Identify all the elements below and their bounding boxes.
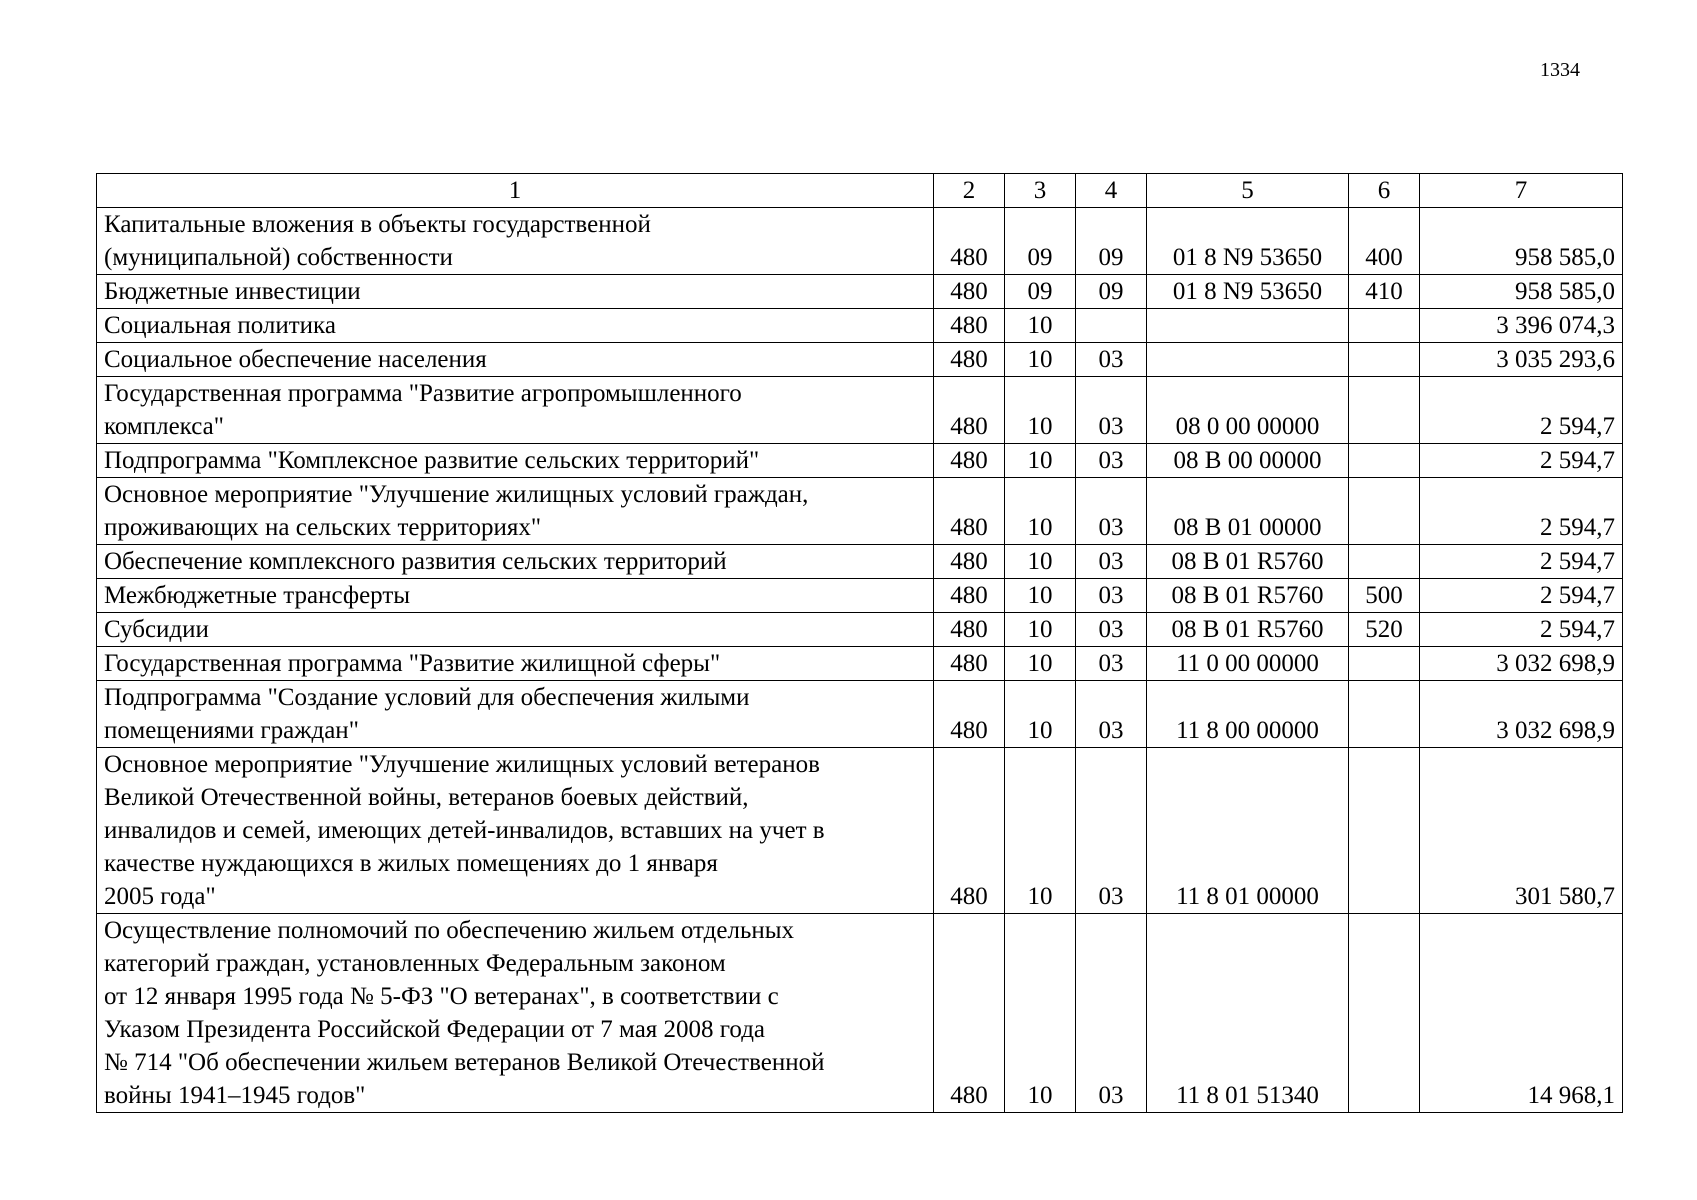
row-name: Осуществление полномочий по обеспечению жильем отдельных категорий граждан, установленных Федеральным законом от 12 января 1995 года № 5-ФЗ "О ветеранах", в соответствии с Указом Президента Российской Федерации от 7 мая 2008 года № 714 "Об обеспечении жильем ветеранов Великой Отечественной войны 1941–1945 годов" bbox=[97, 914, 934, 1113]
row-subsection: 03 bbox=[1076, 681, 1147, 748]
row-section: 10 bbox=[1005, 647, 1076, 681]
row-expense-type: 400 bbox=[1349, 208, 1420, 275]
row-target-article: 01 8 N9 53650 bbox=[1147, 208, 1349, 275]
row-amount: 2 594,7 bbox=[1420, 478, 1623, 545]
row-amount: 2 594,7 bbox=[1420, 613, 1623, 647]
row-ministry-code: 480 bbox=[934, 748, 1005, 914]
row-section: 10 bbox=[1005, 681, 1076, 748]
row-amount: 3 396 074,3 bbox=[1420, 309, 1623, 343]
row-ministry-code: 480 bbox=[934, 478, 1005, 545]
row-expense-type bbox=[1349, 478, 1420, 545]
row-ministry-code: 480 bbox=[934, 377, 1005, 444]
row-target-article bbox=[1147, 309, 1349, 343]
row-name: Капитальные вложения в объекты государственной (муниципальной) собственности bbox=[97, 208, 934, 275]
row-subsection: 03 bbox=[1076, 545, 1147, 579]
row-subsection: 03 bbox=[1076, 444, 1147, 478]
row-subsection: 03 bbox=[1076, 748, 1147, 914]
row-target-article: 11 8 00 00000 bbox=[1147, 681, 1349, 748]
row-section: 10 bbox=[1005, 748, 1076, 914]
row-name: Социальное обеспечение населения bbox=[97, 343, 934, 377]
budget-table bbox=[96, 173, 1623, 1113]
table-row bbox=[97, 914, 1623, 1113]
row-amount: 3 032 698,9 bbox=[1420, 681, 1623, 748]
row-ministry-code: 480 bbox=[934, 343, 1005, 377]
row-section: 10 bbox=[1005, 545, 1076, 579]
row-target-article bbox=[1147, 343, 1349, 377]
row-ministry-code: 480 bbox=[934, 309, 1005, 343]
row-subsection: 03 bbox=[1076, 613, 1147, 647]
row-name: Основное мероприятие "Улучшение жилищных условий ветеранов Великой Отечественной войны, ветеранов боевых действий, инвалидов и семей, имеющих детей-инвалидов, вставших на учет в качестве нуждающихся в жилых помещениях до 1 января 2005 года" bbox=[97, 748, 934, 914]
row-ministry-code: 480 bbox=[934, 681, 1005, 748]
row-expense-type: 520 bbox=[1349, 613, 1420, 647]
row-target-article: 08 В 01 R5760 bbox=[1147, 545, 1349, 579]
row-expense-type bbox=[1349, 914, 1420, 1113]
row-amount: 2 594,7 bbox=[1420, 545, 1623, 579]
table-row bbox=[97, 647, 1623, 681]
row-name: Субсидии bbox=[97, 613, 934, 647]
row-ministry-code: 480 bbox=[934, 579, 1005, 613]
table-row bbox=[97, 613, 1623, 647]
row-section: 09 bbox=[1005, 275, 1076, 309]
header-col-3: 3 bbox=[1005, 174, 1076, 208]
header-col-1: 1 bbox=[97, 174, 934, 208]
row-expense-type bbox=[1349, 545, 1420, 579]
row-ministry-code: 480 bbox=[934, 647, 1005, 681]
table-row bbox=[97, 444, 1623, 478]
row-subsection bbox=[1076, 309, 1147, 343]
row-name: Межбюджетные трансферты bbox=[97, 579, 934, 613]
row-name: Подпрограмма "Создание условий для обеспечения жилыми помещениями граждан" bbox=[97, 681, 934, 748]
header-col-2: 2 bbox=[934, 174, 1005, 208]
header-col-6: 6 bbox=[1349, 174, 1420, 208]
row-ministry-code: 480 bbox=[934, 914, 1005, 1113]
table-row bbox=[97, 579, 1623, 613]
row-name: Основное мероприятие "Улучшение жилищных условий граждан, проживающих на сельских территориях" bbox=[97, 478, 934, 545]
row-amount: 958 585,0 bbox=[1420, 208, 1623, 275]
row-subsection: 03 bbox=[1076, 647, 1147, 681]
row-expense-type bbox=[1349, 748, 1420, 914]
row-target-article: 08 0 00 00000 bbox=[1147, 377, 1349, 444]
row-name: Социальная политика bbox=[97, 309, 934, 343]
row-subsection: 03 bbox=[1076, 478, 1147, 545]
header-row bbox=[97, 174, 1623, 208]
row-expense-type bbox=[1349, 309, 1420, 343]
row-ministry-code: 480 bbox=[934, 545, 1005, 579]
row-amount: 14 968,1 bbox=[1420, 914, 1623, 1113]
row-section: 10 bbox=[1005, 343, 1076, 377]
row-subsection: 03 bbox=[1076, 579, 1147, 613]
table-row bbox=[97, 309, 1623, 343]
row-expense-type bbox=[1349, 681, 1420, 748]
row-amount: 2 594,7 bbox=[1420, 377, 1623, 444]
row-name: Обеспечение комплексного развития сельских территорий bbox=[97, 545, 934, 579]
row-name: Подпрограмма "Комплексное развитие сельских территорий" bbox=[97, 444, 934, 478]
header-col-4: 4 bbox=[1076, 174, 1147, 208]
row-expense-type bbox=[1349, 444, 1420, 478]
row-target-article: 11 0 00 00000 bbox=[1147, 647, 1349, 681]
row-amount: 3 035 293,6 bbox=[1420, 343, 1623, 377]
table-row bbox=[97, 208, 1623, 275]
row-subsection: 09 bbox=[1076, 275, 1147, 309]
row-expense-type: 410 bbox=[1349, 275, 1420, 309]
table-row bbox=[97, 343, 1623, 377]
row-expense-type: 500 bbox=[1349, 579, 1420, 613]
row-expense-type bbox=[1349, 343, 1420, 377]
row-section: 10 bbox=[1005, 377, 1076, 444]
row-amount: 2 594,7 bbox=[1420, 444, 1623, 478]
table-row bbox=[97, 545, 1623, 579]
row-name: Государственная программа "Развитие жилищной сферы" bbox=[97, 647, 934, 681]
row-section: 10 bbox=[1005, 478, 1076, 545]
row-subsection: 03 bbox=[1076, 914, 1147, 1113]
row-amount: 3 032 698,9 bbox=[1420, 647, 1623, 681]
table-row bbox=[97, 377, 1623, 444]
row-target-article: 08 В 00 00000 bbox=[1147, 444, 1349, 478]
table-row bbox=[97, 681, 1623, 748]
row-section: 09 bbox=[1005, 208, 1076, 275]
header-col-7: 7 bbox=[1420, 174, 1623, 208]
row-subsection: 03 bbox=[1076, 343, 1147, 377]
table-row bbox=[97, 275, 1623, 309]
row-name: Государственная программа "Развитие агропромышленного комплекса" bbox=[97, 377, 934, 444]
row-section: 10 bbox=[1005, 444, 1076, 478]
row-subsection: 09 bbox=[1076, 208, 1147, 275]
row-target-article: 08 В 01 R5760 bbox=[1147, 579, 1349, 613]
row-expense-type bbox=[1349, 377, 1420, 444]
row-section: 10 bbox=[1005, 309, 1076, 343]
row-name: Бюджетные инвестиции bbox=[97, 275, 934, 309]
row-subsection: 03 bbox=[1076, 377, 1147, 444]
row-target-article: 11 8 01 51340 bbox=[1147, 914, 1349, 1113]
page-number: 1334 bbox=[1540, 59, 1580, 81]
table-body bbox=[97, 208, 1623, 1113]
row-ministry-code: 480 bbox=[934, 275, 1005, 309]
table-row bbox=[97, 748, 1623, 914]
row-target-article: 11 8 01 00000 bbox=[1147, 748, 1349, 914]
row-ministry-code: 480 bbox=[934, 613, 1005, 647]
table-header bbox=[97, 174, 1623, 208]
row-section: 10 bbox=[1005, 914, 1076, 1113]
row-section: 10 bbox=[1005, 579, 1076, 613]
row-target-article: 08 В 01 00000 bbox=[1147, 478, 1349, 545]
row-ministry-code: 480 bbox=[934, 444, 1005, 478]
row-amount: 2 594,7 bbox=[1420, 579, 1623, 613]
row-ministry-code: 480 bbox=[934, 208, 1005, 275]
row-section: 10 bbox=[1005, 613, 1076, 647]
row-expense-type bbox=[1349, 647, 1420, 681]
row-target-article: 01 8 N9 53650 bbox=[1147, 275, 1349, 309]
row-amount: 958 585,0 bbox=[1420, 275, 1623, 309]
row-amount: 301 580,7 bbox=[1420, 748, 1623, 914]
header-col-5: 5 bbox=[1147, 174, 1349, 208]
table-row bbox=[97, 478, 1623, 545]
row-target-article: 08 В 01 R5760 bbox=[1147, 613, 1349, 647]
